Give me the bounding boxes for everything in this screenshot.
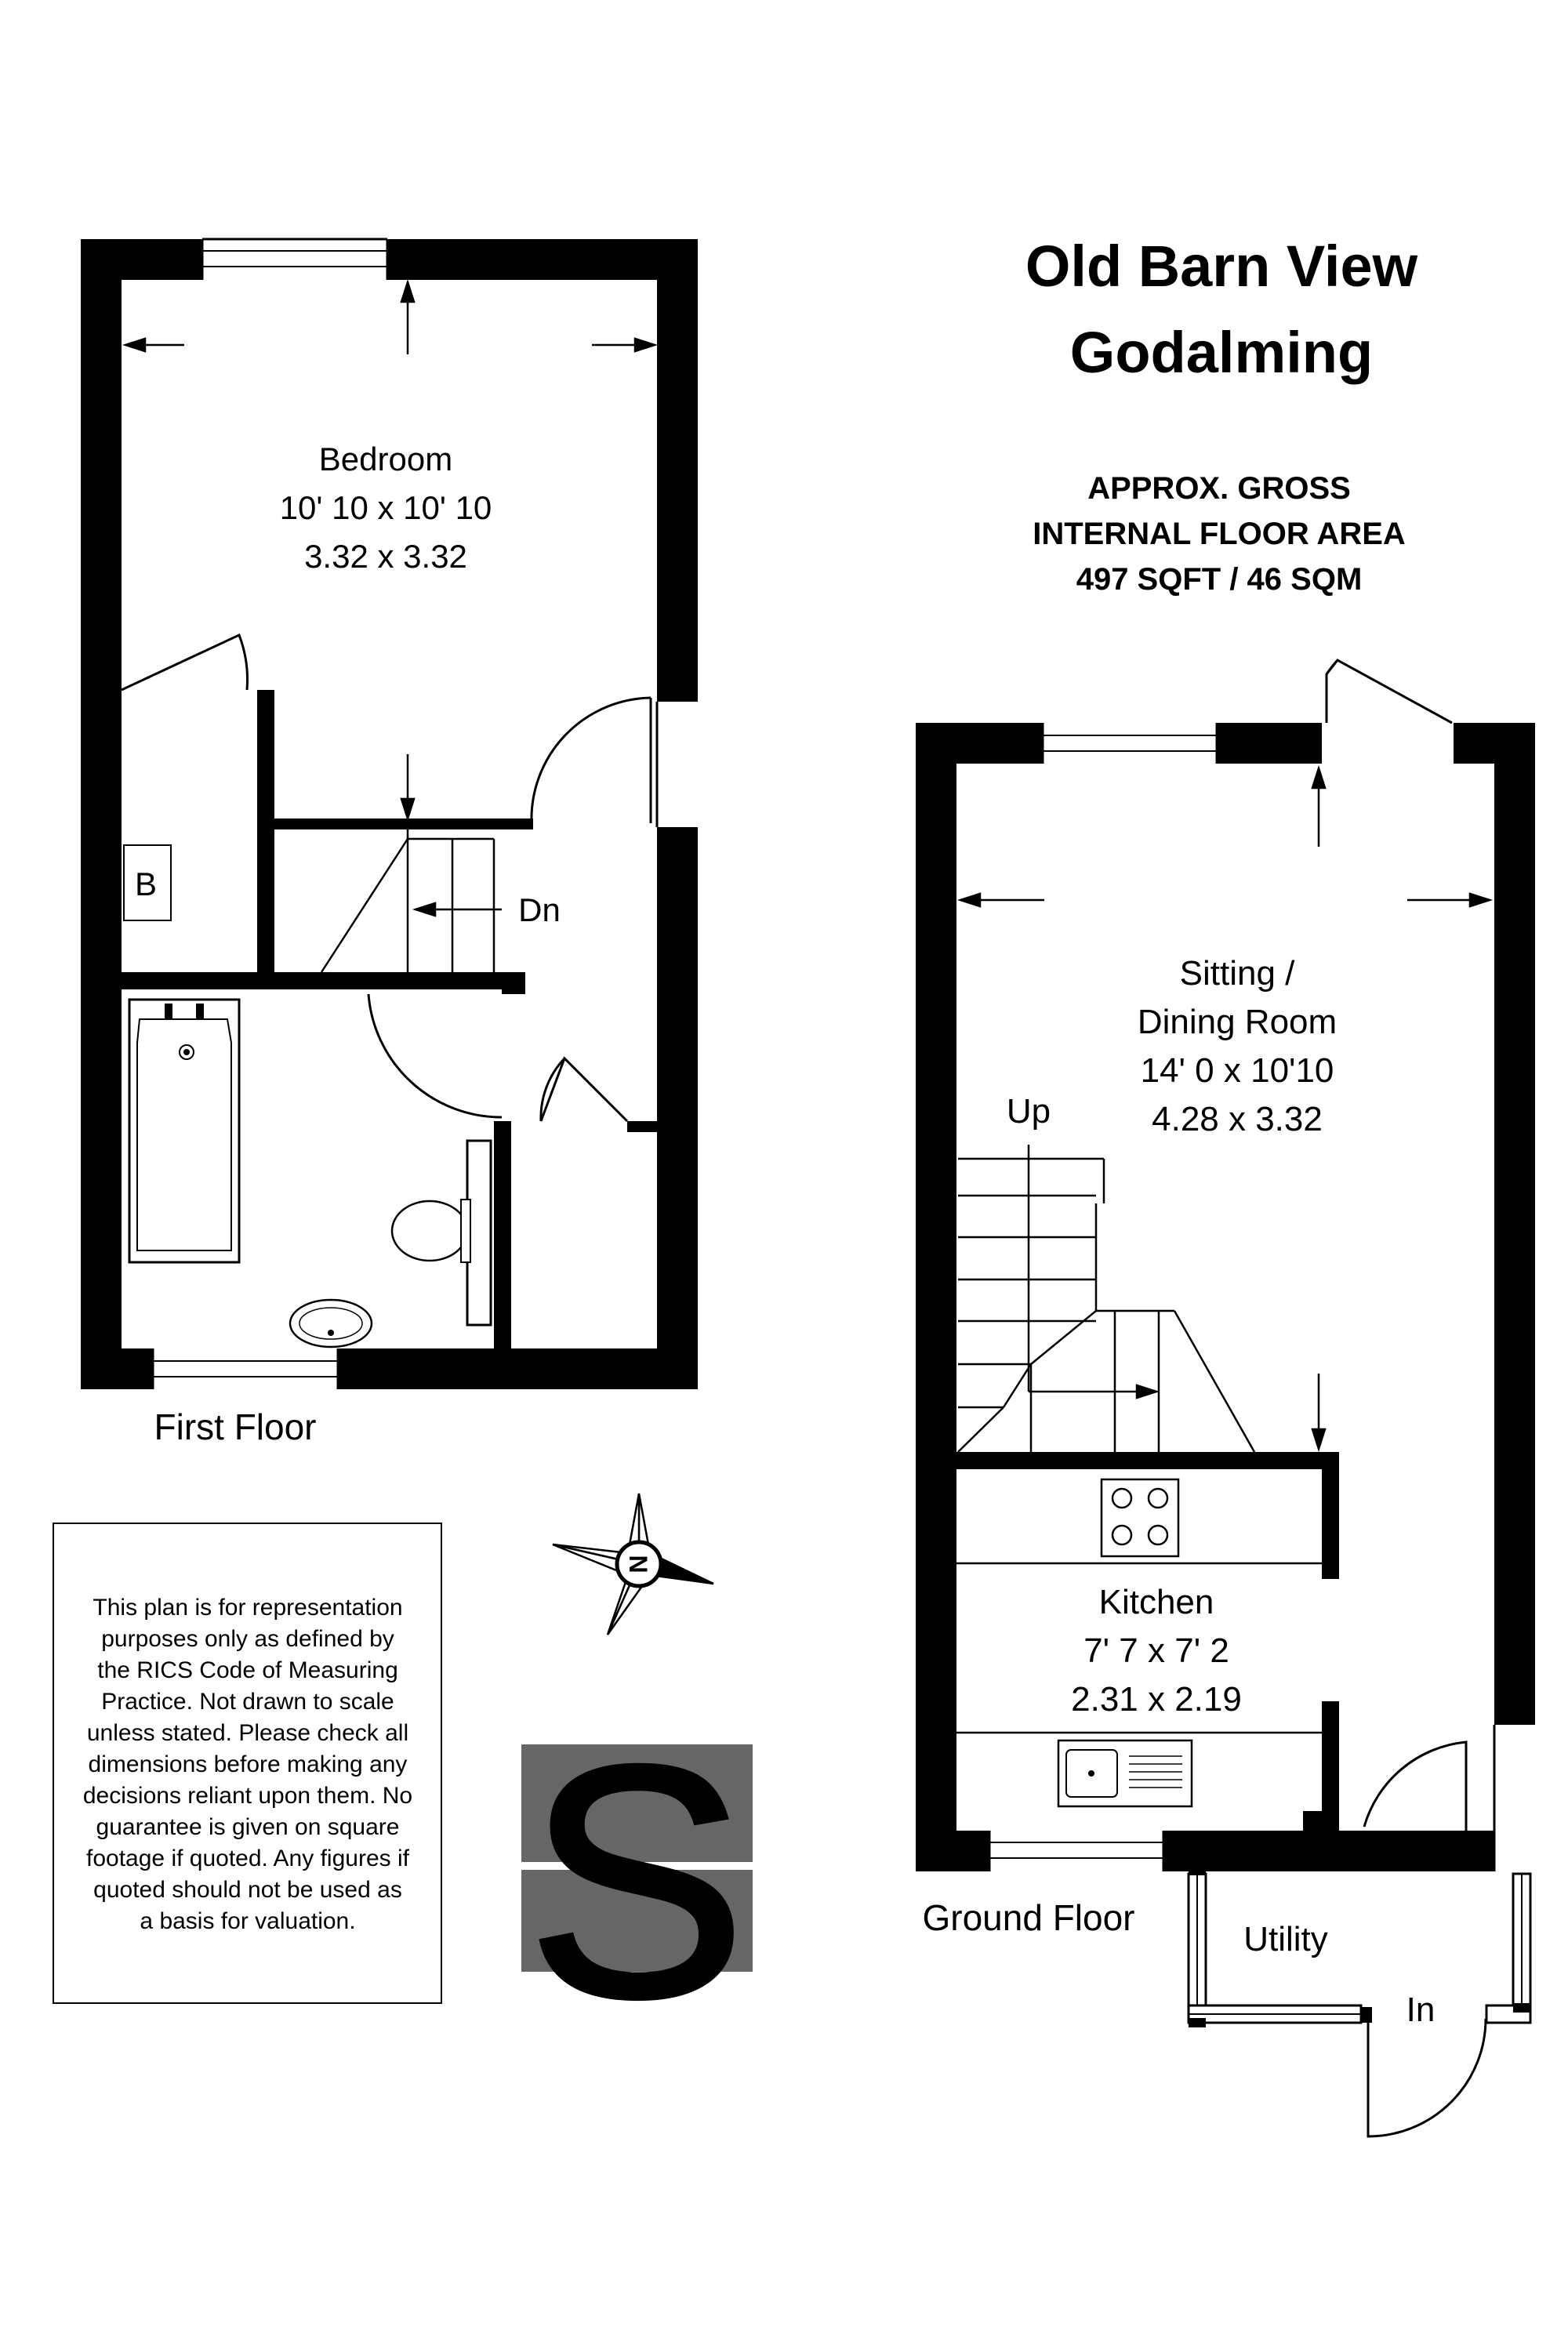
disclaimer-line: dimensions before making any	[88, 1751, 408, 1777]
disclaimer-line: the RICS Code of Measuring	[97, 1657, 398, 1683]
bedroom-south-wall	[274, 818, 533, 829]
entrance-door	[1368, 2019, 1486, 2136]
landing-wall-stub	[502, 972, 525, 994]
entrance-label: In	[1406, 1991, 1436, 2029]
compass-letter: N	[624, 1555, 652, 1573]
compass-icon	[553, 1494, 713, 1635]
ground-floor-plan	[916, 660, 1535, 2136]
cupboard-east-wall	[257, 690, 274, 976]
closet-north-wall	[627, 1121, 657, 1132]
disclaimer-line: unless stated. Please check all	[86, 1720, 409, 1746]
title-line-2: Godalming	[1069, 320, 1374, 385]
title-line-1: Old Barn View	[1025, 234, 1418, 299]
bedroom-name: Bedroom	[318, 441, 453, 477]
disclaimer-line: footage if quoted. Any figures if	[86, 1846, 409, 1871]
header	[1025, 234, 1418, 597]
disclaimer-line: a basis for valuation.	[140, 1908, 356, 1934]
logo-letter: S	[526, 1698, 747, 2066]
first-floor-label: First Floor	[154, 1406, 317, 1447]
bedroom-dim-metric: 3.32 x 3.32	[304, 538, 467, 575]
area-line-2: INTERNAL FLOOR AREA	[1033, 517, 1406, 551]
bedroom-dim-imperial: 10' 10 x 10' 10	[279, 489, 492, 526]
sitting-dim-imperial: 14' 0 x 10'10	[1140, 1051, 1334, 1090]
kitchen-dim-metric: 2.31 x 2.19	[1071, 1680, 1242, 1719]
disclaimer-line: quoted should not be used as	[93, 1877, 402, 1903]
bathroom-window	[153, 1348, 338, 1389]
kitchen-dim-imperial: 7' 7 x 7' 2	[1083, 1632, 1229, 1670]
boiler-label: B	[134, 866, 158, 902]
sink	[1058, 1740, 1192, 1806]
agent-logo	[521, 1698, 753, 2066]
sitting-dim-metric: 4.28 x 3.32	[1152, 1100, 1323, 1138]
kitchen-window	[989, 1831, 1163, 1871]
disclaimer-line: purposes only as defined by	[101, 1626, 394, 1652]
garden-door	[1327, 660, 1452, 723]
sitting-name-line-2: Dining Room	[1137, 1003, 1338, 1041]
ground-floor-interior	[956, 764, 1494, 1831]
kitchen-name: Kitchen	[1098, 1583, 1214, 1621]
area-line-1: APPROX. GROSS	[1087, 471, 1351, 506]
kitchen-north-wall	[956, 1452, 1339, 1469]
sitting-room-window	[1043, 723, 1217, 764]
hob	[1102, 1479, 1178, 1556]
ground-floor-label: Ground Floor	[922, 1897, 1135, 1938]
utility-room	[1189, 1867, 1530, 2027]
bath	[129, 1000, 239, 1262]
sitting-name-line-1: Sitting /	[1179, 954, 1295, 993]
kitchen-east-wall-bottom	[1303, 1811, 1339, 1871]
first-floor-plan	[81, 239, 698, 1447]
stairs-up-label: Up	[1006, 1092, 1051, 1131]
disclaimer-line: This plan is for representation	[93, 1595, 403, 1621]
basin	[290, 1300, 372, 1347]
stairs-down-label: Dn	[518, 891, 561, 928]
bedroom-window	[202, 239, 387, 280]
disclaimer-line: Practice. Not drawn to scale	[101, 1689, 394, 1715]
landing-wall	[122, 972, 525, 989]
utility-label: Utility	[1243, 1920, 1328, 1958]
disclaimer-line: decisions reliant upon them. No	[82, 1783, 413, 1809]
area-line-3: 497 SQFT / 46 SQM	[1076, 562, 1363, 597]
disclaimer-line: guarantee is given on square	[96, 1814, 400, 1840]
disclaimer-box	[53, 1523, 441, 2003]
kitchen-east-wall-upper	[1322, 1452, 1339, 1579]
closet-west-wall	[494, 1121, 511, 1348]
